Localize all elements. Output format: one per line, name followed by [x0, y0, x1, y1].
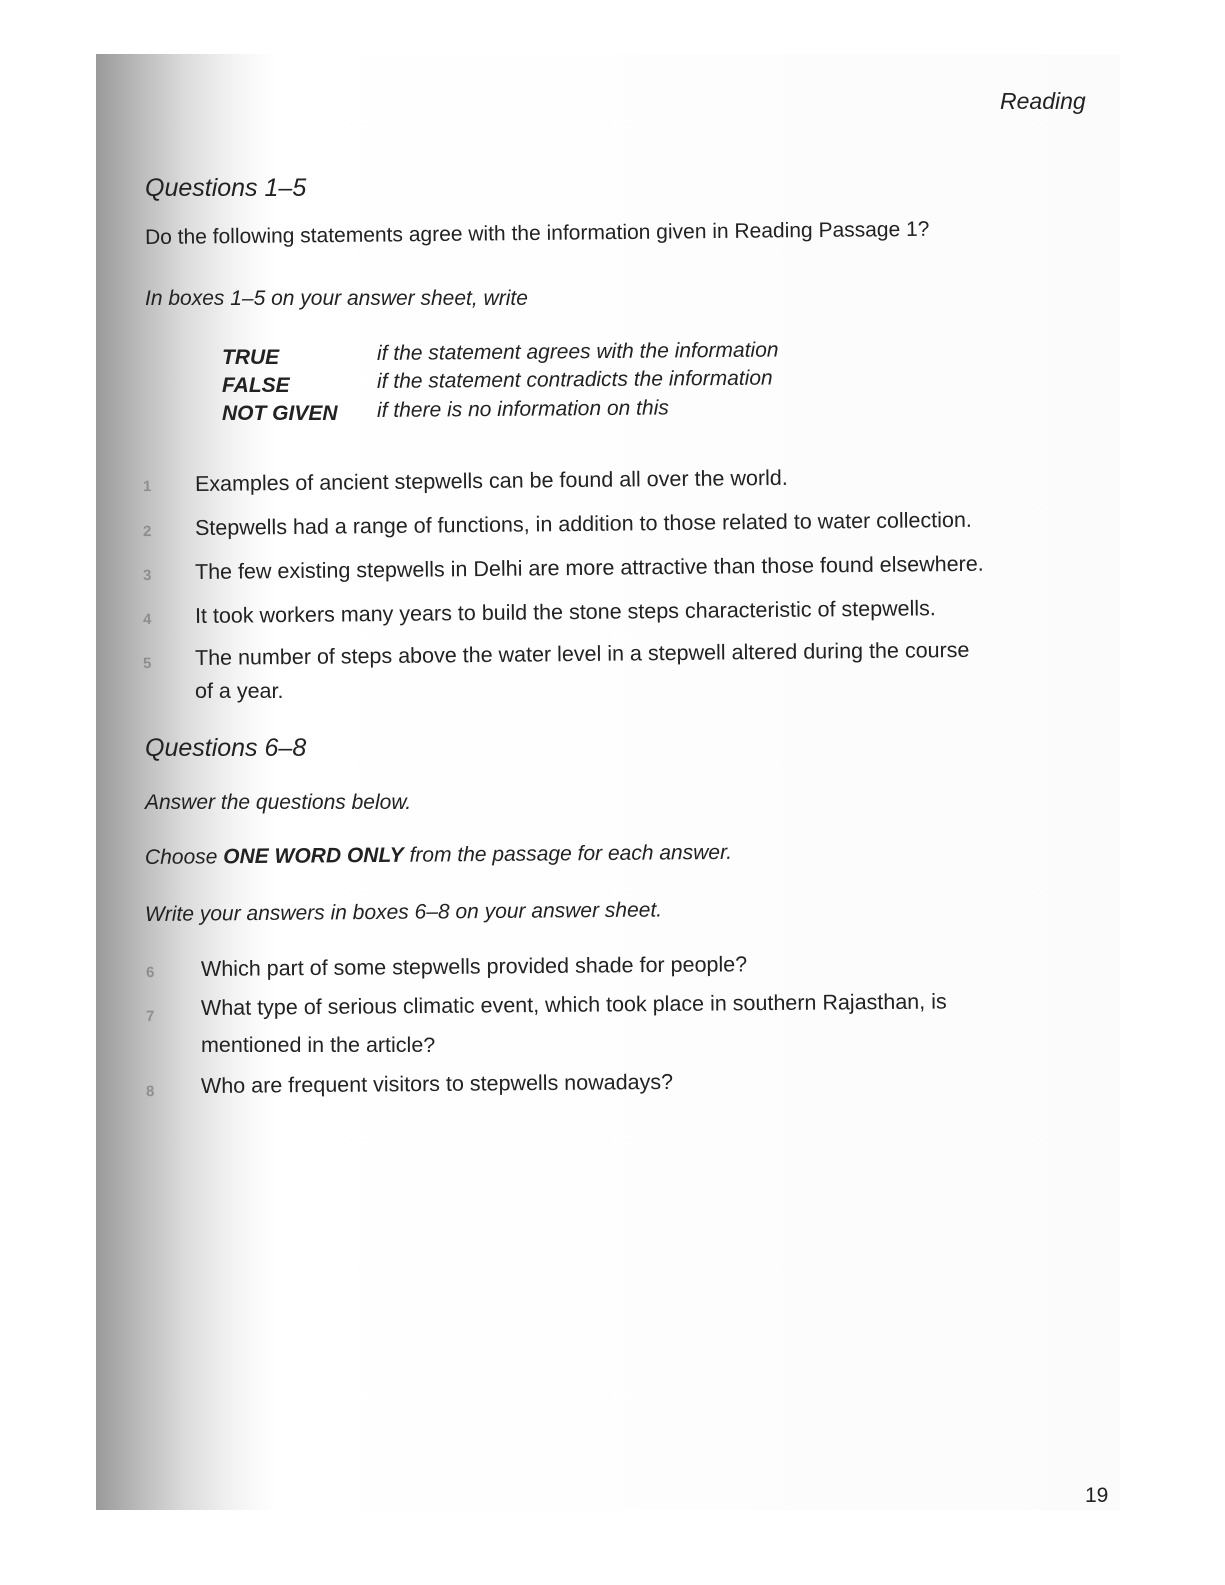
- section1-instruction-lead: Do the following statements agree with the information given in Reading Passage 1?: [144, 217, 930, 249]
- question-text: The number of steps above the water level in a stepwell altered during the course: [194, 637, 970, 670]
- question-number: 4: [142, 610, 152, 629]
- question-number: 8: [145, 1082, 155, 1101]
- question-text: Who are frequent visitors to stepwells nowadays?: [200, 1069, 674, 1098]
- question-number: 1: [142, 477, 152, 496]
- question-number: 2: [142, 522, 152, 541]
- choose-pre: Choose: [144, 845, 218, 869]
- question-text-continuation: mentioned in the article?: [201, 1033, 436, 1057]
- question-text: The few existing stepwells in Delhi are more attractive than those found elsewhere.: [194, 551, 984, 584]
- choose-post: from the passage for each answer.: [409, 840, 733, 867]
- question-text: It took workers many years to build the stone steps characteristic of stepwells.: [194, 596, 936, 628]
- question-text-continuation: of a year.: [195, 679, 284, 703]
- question-text: What type of serious climatic event, which took place in southern Rajasthan, is: [200, 989, 947, 1020]
- key-meaning-not-given: if there is no information on this: [376, 396, 669, 422]
- section2-instruction-choose: [145, 841, 732, 870]
- key-term-true: TRUE: [222, 346, 280, 369]
- key-meaning-false: if the statement contradicts the information: [376, 366, 773, 393]
- question-number: 7: [145, 1007, 155, 1026]
- question-text: Examples of ancient stepwells can be found all over the world.: [194, 465, 788, 496]
- key-term-not-given: NOT GIVEN: [222, 402, 338, 425]
- section1-instruction-boxes: In boxes 1–5 on your answer sheet, write: [145, 287, 528, 310]
- page-number: 19: [1085, 1484, 1109, 1507]
- question-text: Which part of some stepwells provided shade for people?: [200, 952, 748, 981]
- question-text: Stepwells had a range of functions, in addition to those related to water collection.: [194, 507, 972, 540]
- running-header: Reading: [1000, 88, 1086, 114]
- choose-bold: ONE WORD ONLY: [223, 843, 404, 869]
- section1-heading: Questions 1–5: [145, 174, 307, 202]
- section2-heading: Questions 6–8: [145, 734, 307, 762]
- section2-instruction-answer: Answer the questions below.: [145, 791, 412, 814]
- key-meaning-true: if the statement agrees with the information: [376, 338, 779, 365]
- section2-instruction-write: Write your answers in boxes 6–8 on your answer sheet.: [144, 898, 663, 926]
- question-number: 5: [142, 654, 152, 673]
- question-number: 6: [145, 963, 155, 982]
- key-term-false: FALSE: [222, 374, 290, 397]
- question-number: 3: [142, 566, 152, 585]
- page-scan: [96, 54, 1120, 1510]
